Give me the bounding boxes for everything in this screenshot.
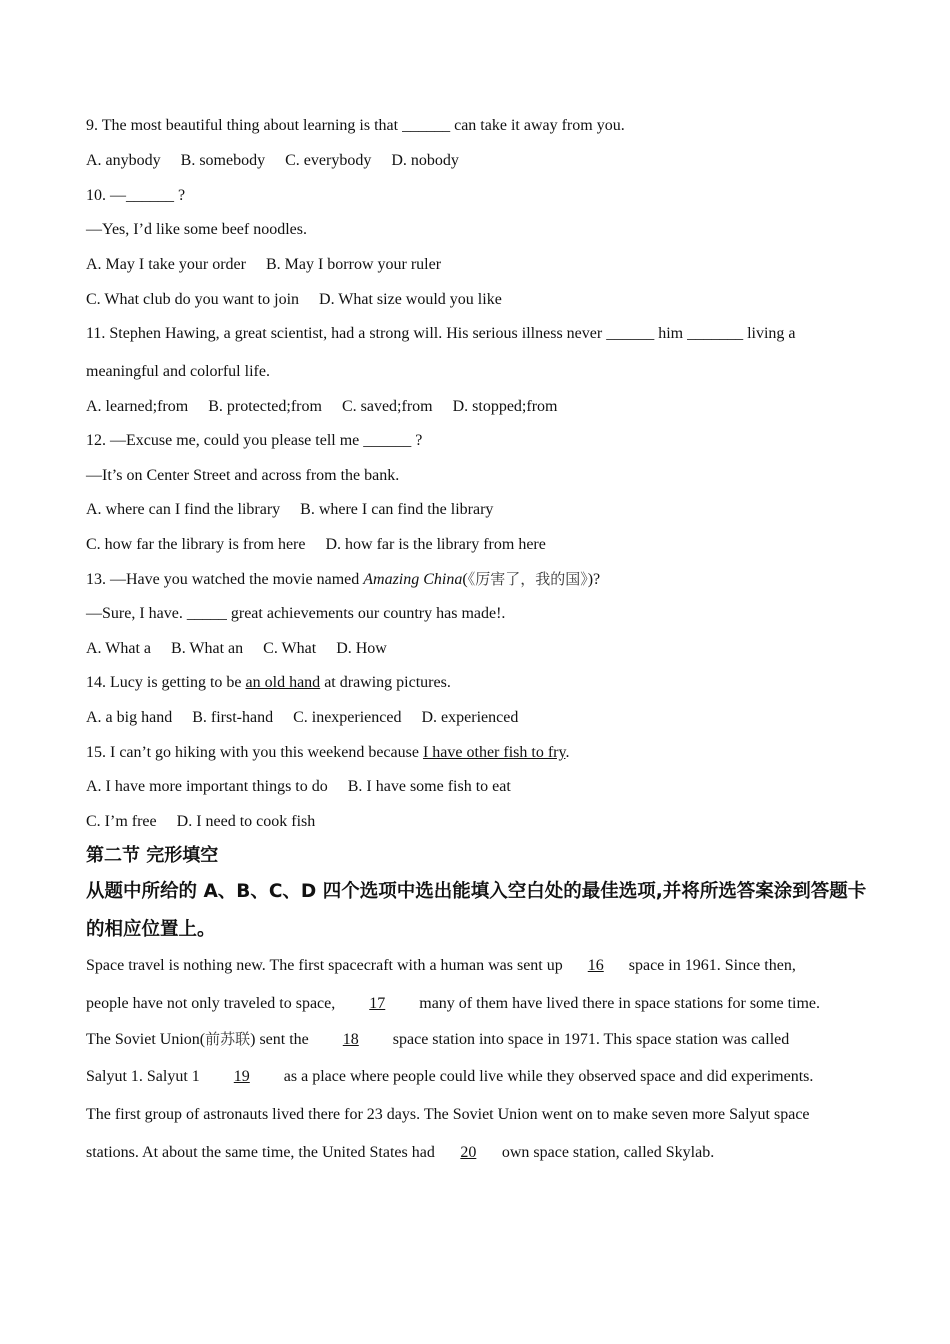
q13-option-d: D. How bbox=[336, 640, 387, 657]
q13-options bbox=[86, 639, 387, 659]
q14-option-a: A. a big hand bbox=[86, 709, 173, 726]
q15-option-c: C. I’m free bbox=[86, 813, 157, 830]
passage-line3 bbox=[86, 1029, 789, 1050]
q11-stem-line1: 11. Stephen Hawing, a great scientist, had a strong will. His serious illness never ______ him _______ living a bbox=[86, 325, 796, 342]
passage-line1 bbox=[86, 956, 796, 976]
q14-option-c: C. inexperienced bbox=[293, 709, 402, 726]
passage-cn-term: 前苏联 bbox=[205, 1030, 251, 1048]
blank-18: 18 bbox=[342, 1031, 359, 1048]
passage-text: own space station, called Skylab. bbox=[501, 1144, 715, 1161]
q14-stem-post: at drawing pictures. bbox=[320, 674, 451, 691]
q15-stem bbox=[86, 743, 569, 763]
passage-line4 bbox=[86, 1067, 813, 1087]
q13-paren-open: ( bbox=[462, 571, 468, 588]
passage-line2 bbox=[86, 994, 820, 1014]
q13-option-a: A. What a bbox=[86, 640, 152, 657]
q9-option-d: D. nobody bbox=[391, 152, 459, 169]
q10-option-d: D. What size would you like bbox=[319, 291, 502, 308]
q12-option-a: A. where can I find the library bbox=[86, 501, 281, 518]
blank-19: 19 bbox=[233, 1068, 250, 1085]
q12-option-c: C. how far the library is from here bbox=[86, 536, 306, 553]
q10-stem: 10. —______ ? bbox=[86, 187, 186, 204]
q15-options-row1 bbox=[86, 777, 511, 797]
passage-text: Space travel is nothing new. The first spacecraft with a human was sent up bbox=[86, 957, 563, 974]
q15-options-row2 bbox=[86, 812, 315, 832]
q12-option-d: D. how far is the library from here bbox=[325, 536, 546, 553]
q13-stem-pre: 13. —Have you watched the movie named bbox=[86, 571, 364, 588]
q12-options-row1 bbox=[86, 500, 493, 520]
q12-reply: —It’s on Center Street and across from the bank. bbox=[86, 467, 400, 484]
q10-options-row1 bbox=[86, 255, 441, 275]
blank-16: 16 bbox=[587, 957, 604, 974]
q15-option-d: D. I need to cook fish bbox=[176, 813, 316, 830]
passage-text: space station into space in 1971. This space station was called bbox=[392, 1031, 790, 1048]
q14-option-d: D. experienced bbox=[421, 709, 519, 726]
q13-movie-title: Amazing China bbox=[363, 571, 463, 588]
section-instruction-line1: 从题中所给的 A、B、C、D 四个选项中选出能填入空白处的最佳选项,并将所选答案涂到答题卡 bbox=[86, 881, 867, 902]
q10-option-b: B. May I borrow your ruler bbox=[265, 256, 442, 273]
passage-text: people have not only traveled to space, bbox=[86, 995, 336, 1012]
passage-text: Salyut 1. Salyut 1 bbox=[86, 1068, 200, 1085]
q15-underlined-phrase: I have other fish to fry bbox=[422, 744, 566, 761]
blank-17: 17 bbox=[369, 995, 386, 1012]
q9-option-a: A. anybody bbox=[86, 152, 161, 169]
q10-reply: —Yes, I’d like some beef noodles. bbox=[86, 221, 308, 238]
q11-option-b: B. protected;from bbox=[208, 398, 322, 415]
q11-stem-line2: meaningful and colorful life. bbox=[86, 363, 270, 380]
q9-stem: 9. The most beautiful thing about learning is that ______ can take it away from you. bbox=[86, 117, 625, 134]
passage-line6 bbox=[86, 1143, 714, 1163]
q9-options bbox=[86, 151, 459, 171]
passage-text: The Soviet Union( bbox=[86, 1031, 206, 1048]
q14-option-b: B. first-hand bbox=[192, 709, 274, 726]
q15-stem-post: . bbox=[565, 744, 570, 761]
q14-underlined-phrase: an old hand bbox=[245, 674, 321, 691]
q14-stem bbox=[86, 673, 451, 693]
q15-option-b: B. I have some fish to eat bbox=[347, 778, 511, 795]
q10-option-a: A. May I take your order bbox=[86, 256, 246, 273]
q11-options bbox=[86, 397, 557, 417]
q13-stem bbox=[86, 569, 600, 590]
q12-option-b: B. where I can find the library bbox=[300, 501, 494, 518]
q11-option-a: A. learned;from bbox=[86, 398, 189, 415]
section-instruction-line2: 的相应位置上。 bbox=[86, 919, 216, 940]
q14-stem-pre: 14. Lucy is getting to be bbox=[86, 674, 246, 691]
passage-text: many of them have lived there in space stations for some time. bbox=[419, 995, 821, 1012]
q9-option-c: C. everybody bbox=[285, 152, 372, 169]
passage-text: ) sent the bbox=[250, 1031, 309, 1048]
passage-text: space in 1961. Since then, bbox=[628, 957, 796, 974]
q13-movie-title-cn: 《厉害了，我的国》 bbox=[467, 570, 588, 588]
q15-option-a: A. I have more important things to do bbox=[86, 778, 328, 795]
q13-stem-post: )? bbox=[587, 571, 601, 588]
passage-text: stations. At about the same time, the United States had bbox=[86, 1144, 435, 1161]
q12-options-row2 bbox=[86, 535, 546, 555]
q13-option-b: B. What an bbox=[171, 640, 244, 657]
q10-options-row2 bbox=[86, 290, 502, 310]
q9-option-b: B. somebody bbox=[180, 152, 266, 169]
passage-line5: The first group of astronauts lived there for 23 days. The Soviet Union went on to make seven more Salyut space bbox=[86, 1106, 810, 1123]
q15-stem-pre: 15. I can’t go hiking with you this weekend because bbox=[86, 744, 423, 761]
q13-option-c: C. What bbox=[263, 640, 317, 657]
section-title: 第二节 完形填空 bbox=[86, 845, 219, 866]
passage-text: as a place where people could live while they observed space and did experiments. bbox=[283, 1068, 814, 1085]
q10-option-c: C. What club do you want to join bbox=[86, 291, 300, 308]
q14-options bbox=[86, 708, 518, 728]
q13-reply: —Sure, I have. _____ great achievements our country has made!. bbox=[86, 605, 506, 622]
q11-option-d: D. stopped;from bbox=[452, 398, 558, 415]
q12-stem: 12. —Excuse me, could you please tell me ______ ? bbox=[86, 432, 423, 449]
q11-option-c: C. saved;from bbox=[341, 398, 433, 415]
blank-20: 20 bbox=[460, 1144, 477, 1161]
